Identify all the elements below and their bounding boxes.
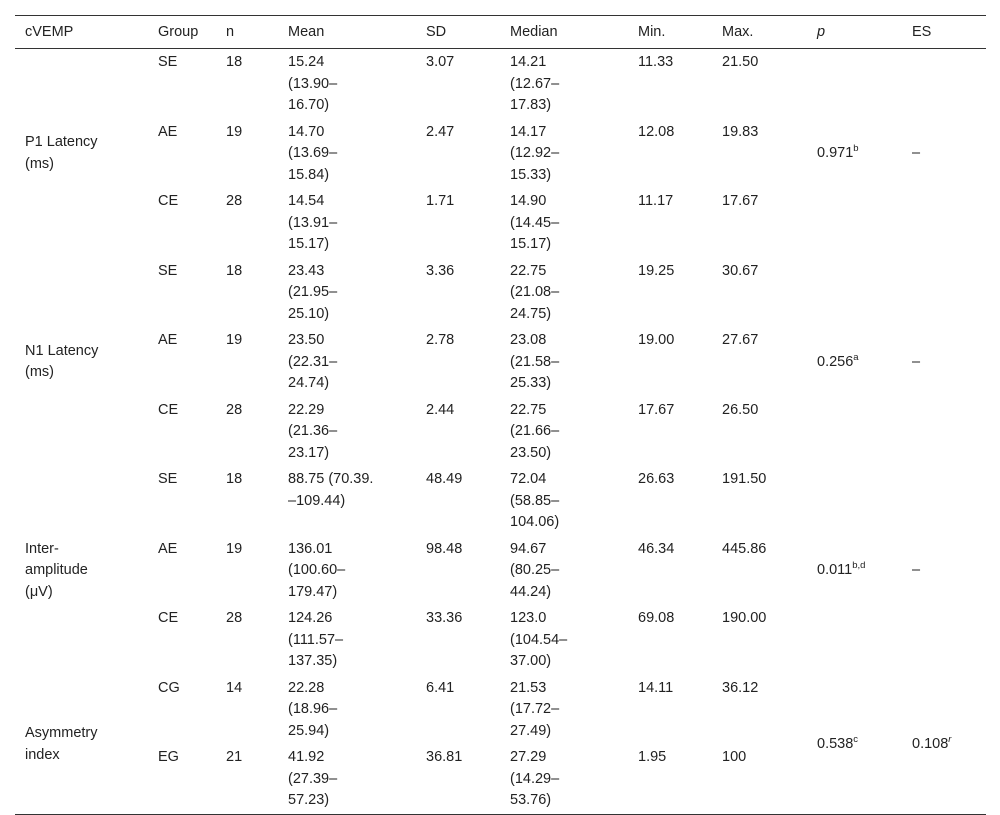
group-cell: SE bbox=[158, 262, 178, 279]
table-body bbox=[15, 49, 986, 815]
p-value-footnote: a bbox=[853, 351, 859, 363]
cvemp-results-table bbox=[15, 15, 986, 815]
header-mean: Mean bbox=[288, 24, 325, 40]
p-value-cell bbox=[807, 49, 902, 258]
mean-cell: 88.75 (70.39. –109.44) bbox=[288, 471, 374, 509]
max-cell: 27.67 bbox=[722, 332, 759, 348]
group-cell: CG bbox=[158, 679, 180, 696]
mean-cell: 124.26 (111.57– 137.35) bbox=[288, 610, 344, 669]
median-cell: 14.21 (12.67– 17.83) bbox=[510, 54, 560, 113]
max-cell: 17.67 bbox=[722, 193, 759, 209]
min-cell: 19.00 bbox=[638, 332, 675, 348]
header-sd: SD bbox=[426, 24, 447, 40]
max-cell: 191.50 bbox=[722, 471, 767, 487]
p-value-cell bbox=[807, 466, 902, 675]
header-p: p bbox=[817, 24, 826, 40]
p-value-footnote: b,d bbox=[852, 560, 866, 572]
header-row bbox=[15, 16, 986, 49]
header-n: n bbox=[226, 24, 235, 40]
max-cell: 30.67 bbox=[722, 262, 759, 279]
p-value-footnote: b bbox=[853, 143, 859, 155]
median-cell: 72.04 (58.85– 104.06) bbox=[510, 471, 560, 530]
min-cell: 46.34 bbox=[638, 540, 675, 557]
effect-size: – bbox=[912, 145, 921, 161]
n-cell: 19 bbox=[226, 332, 243, 348]
sd-cell: 2.78 bbox=[426, 332, 455, 348]
sd-cell: 48.49 bbox=[426, 471, 463, 487]
max-cell: 445.86 bbox=[722, 540, 767, 557]
cvemp-measure-label: N1 Latency (ms) bbox=[25, 342, 99, 381]
min-cell: 17.67 bbox=[638, 401, 675, 418]
median-cell: 23.08 (21.58– 25.33) bbox=[510, 332, 560, 391]
cvemp-measure-label: Inter- amplitude (μV) bbox=[25, 540, 88, 600]
max-cell: 190.00 bbox=[722, 610, 767, 626]
n-cell: 14 bbox=[226, 679, 243, 696]
mean-cell: 136.01 (100.60– 179.47) bbox=[288, 540, 346, 600]
median-cell: 22.75 (21.66– 23.50) bbox=[510, 401, 560, 461]
p-value: 0.256 bbox=[817, 353, 854, 370]
max-cell: 100 bbox=[722, 749, 747, 765]
n-cell: 18 bbox=[226, 54, 243, 70]
table-row bbox=[15, 466, 986, 536]
min-cell: 11.33 bbox=[638, 54, 674, 70]
max-cell: 36.12 bbox=[722, 679, 759, 696]
median-cell: 14.17 (12.92– 15.33) bbox=[510, 123, 560, 183]
n-cell: 18 bbox=[226, 471, 243, 487]
sd-cell: 3.36 bbox=[426, 262, 455, 279]
min-cell: 19.25 bbox=[638, 262, 675, 279]
min-cell: 11.17 bbox=[638, 193, 674, 209]
n-cell: 28 bbox=[226, 610, 243, 626]
header-min: Min. bbox=[638, 24, 666, 40]
median-cell: 14.90 (14.45– 15.17) bbox=[510, 193, 560, 252]
group-cell: AE bbox=[158, 123, 178, 140]
sd-cell: 1.71 bbox=[426, 193, 455, 209]
header-max: Max. bbox=[722, 24, 754, 40]
sd-cell: 3.07 bbox=[426, 54, 455, 70]
mean-cell: 41.92 (27.39– 57.23) bbox=[288, 749, 338, 808]
group-cell: CE bbox=[158, 610, 179, 626]
effect-size-cell bbox=[902, 258, 986, 467]
median-cell: 94.67 (80.25– 44.24) bbox=[510, 540, 560, 600]
max-cell: 26.50 bbox=[722, 401, 759, 418]
effect-size: – bbox=[912, 353, 921, 370]
n-cell: 19 bbox=[226, 540, 243, 557]
table-row bbox=[15, 49, 986, 119]
header-es: ES bbox=[912, 24, 932, 40]
n-cell: 18 bbox=[226, 262, 243, 279]
mean-cell: 14.54 (13.91– 15.17) bbox=[288, 193, 338, 252]
p-value: 0.011 bbox=[817, 562, 853, 578]
effect-size-cell bbox=[902, 675, 986, 815]
mean-cell: 23.43 (21.95– 25.10) bbox=[288, 262, 338, 322]
n-cell: 28 bbox=[226, 401, 243, 418]
p-value: 0.971 bbox=[817, 145, 854, 161]
mean-cell: 22.29 (21.36– 23.17) bbox=[288, 401, 338, 461]
n-cell: 21 bbox=[226, 749, 243, 765]
effect-size-cell bbox=[902, 466, 986, 675]
min-cell: 69.08 bbox=[638, 610, 675, 626]
header-group: Group bbox=[158, 24, 199, 40]
median-cell: 123.0 (104.54– 37.00) bbox=[510, 610, 568, 669]
n-cell: 28 bbox=[226, 193, 243, 209]
mean-cell: 23.50 (22.31– 24.74) bbox=[288, 332, 338, 391]
min-cell: 14.11 bbox=[638, 679, 674, 696]
sd-cell: 2.44 bbox=[426, 401, 455, 418]
group-cell: SE bbox=[158, 471, 178, 487]
effect-size-cell bbox=[902, 49, 986, 258]
effect-size: 0.108 bbox=[912, 735, 949, 752]
median-cell: 27.29 (14.29– 53.76) bbox=[510, 749, 560, 808]
p-value-footnote: c bbox=[853, 733, 859, 745]
table-row bbox=[15, 258, 986, 328]
effect-size: – bbox=[912, 562, 921, 578]
group-cell: AE bbox=[158, 332, 178, 348]
mean-cell: 15.24 (13.90– 16.70) bbox=[288, 54, 338, 113]
group-cell: CE bbox=[158, 401, 179, 418]
p-value-cell bbox=[807, 675, 902, 815]
group-cell: EG bbox=[158, 749, 179, 765]
p-value: 0.538 bbox=[817, 735, 854, 752]
sd-cell: 33.36 bbox=[426, 610, 463, 626]
header-cvemp: cVEMP bbox=[25, 24, 74, 40]
effect-size-footnote: r bbox=[948, 733, 952, 745]
p-value-cell bbox=[807, 258, 902, 467]
min-cell: 26.63 bbox=[638, 471, 675, 487]
sd-cell: 98.48 bbox=[426, 540, 463, 557]
cvemp-measure-label: P1 Latency (ms) bbox=[25, 134, 98, 172]
cvemp-measure-label: Asymmetry index bbox=[25, 725, 98, 763]
mean-cell: 22.28 (18.96– 25.94) bbox=[288, 679, 338, 739]
min-cell: 1.95 bbox=[638, 749, 667, 765]
max-cell: 21.50 bbox=[722, 54, 759, 70]
median-cell: 22.75 (21.08– 24.75) bbox=[510, 262, 560, 322]
table-row bbox=[15, 675, 986, 745]
group-cell: CE bbox=[158, 193, 179, 209]
sd-cell: 6.41 bbox=[426, 679, 455, 696]
sd-cell: 2.47 bbox=[426, 123, 455, 140]
header-median: Median bbox=[510, 24, 558, 40]
max-cell: 19.83 bbox=[722, 123, 759, 140]
min-cell: 12.08 bbox=[638, 123, 675, 140]
n-cell: 19 bbox=[226, 123, 243, 140]
group-cell: SE bbox=[158, 54, 178, 70]
sd-cell: 36.81 bbox=[426, 749, 463, 765]
mean-cell: 14.70 (13.69– 15.84) bbox=[288, 123, 338, 183]
median-cell: 21.53 (17.72– 27.49) bbox=[510, 679, 560, 739]
group-cell: AE bbox=[158, 540, 178, 557]
